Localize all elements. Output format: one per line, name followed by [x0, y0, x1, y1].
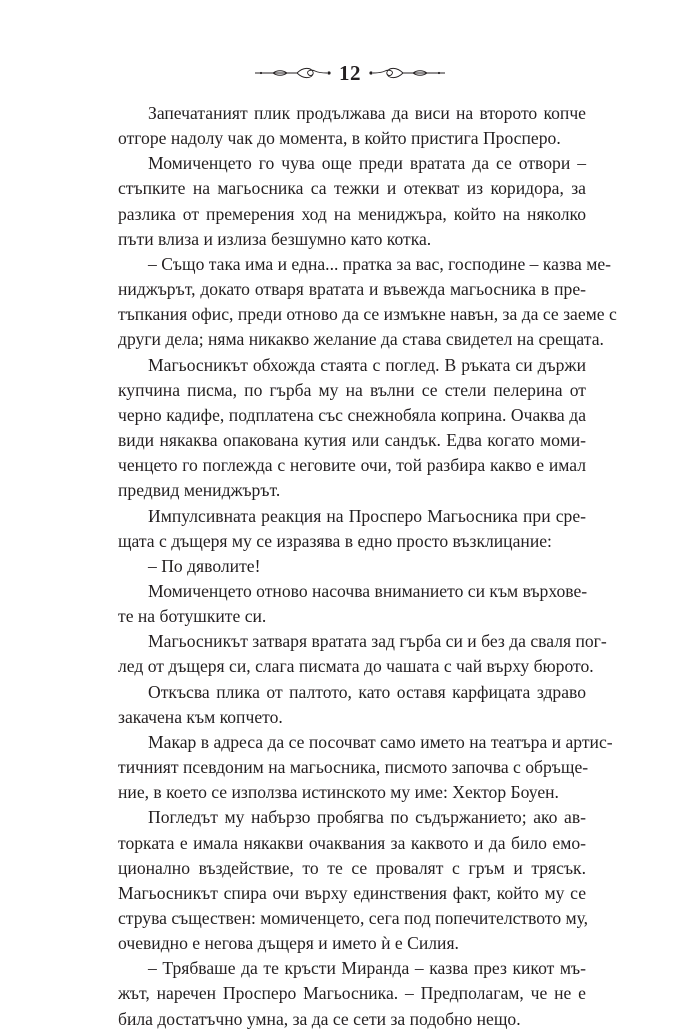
- text-line: пъти влиза и излиза безшумно като котка.: [118, 228, 432, 249]
- paragraph: [118, 252, 617, 353]
- paragraph: [118, 579, 586, 629]
- text-line: Макар в адреса да се посочват само името на театъра и артис-: [148, 731, 613, 752]
- paragraph: [118, 680, 586, 730]
- text-line: струва съществен: момиченцето, сега под попечителството му,: [118, 908, 589, 928]
- text-line: ционално въздействие, то те се провалят с гръм и трясък.: [118, 857, 586, 878]
- paragraph: [118, 730, 613, 805]
- text-line: отгоре надолу чак до момента, в който пристига Просперо.: [118, 128, 561, 149]
- text-line: Импулсивната реакция на Просперо Магьосника при сре-: [148, 505, 586, 526]
- text-line: ниджърът, докато отваря вратата и въвежда магьосника в пре-: [118, 279, 586, 300]
- text-line: други дела; няма никакво желание да става свидетел на срещата.: [118, 329, 604, 350]
- text-line: закачена към копчето.: [118, 706, 283, 727]
- text-line: стъпките на магьосника са тежки и отекват из коридора, за: [118, 178, 586, 199]
- text-line: Запечатаният плик продължава да виси на второто копче: [148, 103, 586, 123]
- text-line: предвид мениджърът.: [118, 480, 281, 501]
- left-ornament-icon: [253, 66, 331, 80]
- paragraph: [118, 504, 586, 554]
- text-line: те на ботушките си.: [118, 606, 267, 627]
- text-line: торката е имала някакви очаквания за каквото и да било емо-: [118, 832, 586, 853]
- text-line: Погледът му набързо пробягва по съдържанието; ако ав-: [148, 807, 586, 828]
- text-line: щата с дъщеря му се изразява в едно просто възклицание:: [118, 530, 552, 551]
- text-line: лед от дъщеря си, слага писмата до чашата с чай върху бюрото.: [118, 656, 594, 677]
- text-line: Магьосникът затваря вратата зад гърба си и без да сваля пог-: [148, 631, 607, 652]
- paragraph: [118, 554, 586, 579]
- text-line: тъпкания офис, преди отново да се измъкне навън, за да се заеме с: [118, 304, 617, 325]
- text-line: – По дяволите!: [148, 555, 261, 576]
- text-line: – Трябваше да те кръсти Миранда – казва през кикот мъ-: [148, 958, 586, 979]
- right-ornament-icon: [369, 66, 447, 80]
- paragraph: [118, 956, 586, 1031]
- paragraph: [118, 629, 607, 679]
- text-line: купчина писма, по гърба му на вълни се стели пелерина от: [118, 379, 586, 400]
- text-line: тичният псевдоним на магьосника, писмото започва с обръще-: [118, 757, 589, 778]
- text-line: Момиченцето го чува още преди вратата да се отвори –: [148, 153, 586, 174]
- text-line: жът, наречен Просперо Магьосника. – Предполагам, че не е: [118, 983, 586, 1004]
- text-line: Момиченцето отново насочва вниманието си към върхове-: [148, 580, 588, 601]
- text-line: Откъсва плика от палтото, като оставя карфицата здраво: [148, 681, 586, 702]
- paragraph: [118, 151, 586, 252]
- paragraph: [118, 805, 589, 956]
- text-line: види някаква опакована кутия или сандък. Едва когато моми-: [118, 430, 586, 451]
- text-line: черно кадифе, подплатена със снежнобяла коприна. Очаква да: [118, 404, 586, 425]
- text-line: Магьосникът спира очи върху единствения факт, който му се: [118, 882, 586, 903]
- text-line: ние, в което се използва истинското му име: Хектор Боуен.: [118, 782, 559, 803]
- text-line: разлика от премерения ход на мениджъра, който на няколко: [118, 203, 586, 224]
- text-line: ченцето го поглежда с неговите очи, той разбира какво е имал: [118, 455, 586, 476]
- paragraph: [118, 353, 586, 504]
- text-line: Магьосникът обхожда стаята с поглед. В ръката си държи: [148, 354, 586, 375]
- text-line: била достатъчно умна, за да се сети за подобно нещо.: [118, 1008, 521, 1029]
- body-text: [118, 101, 617, 1032]
- text-line: – Също така има и една... пратка за вас, господине – казва ме-: [148, 253, 611, 274]
- paragraph: [118, 101, 586, 151]
- page-number: 12: [339, 60, 361, 85]
- page-header: [0, 60, 700, 86]
- text-line: очевидно е негова дъщеря и името ѝ е Силия.: [118, 933, 459, 954]
